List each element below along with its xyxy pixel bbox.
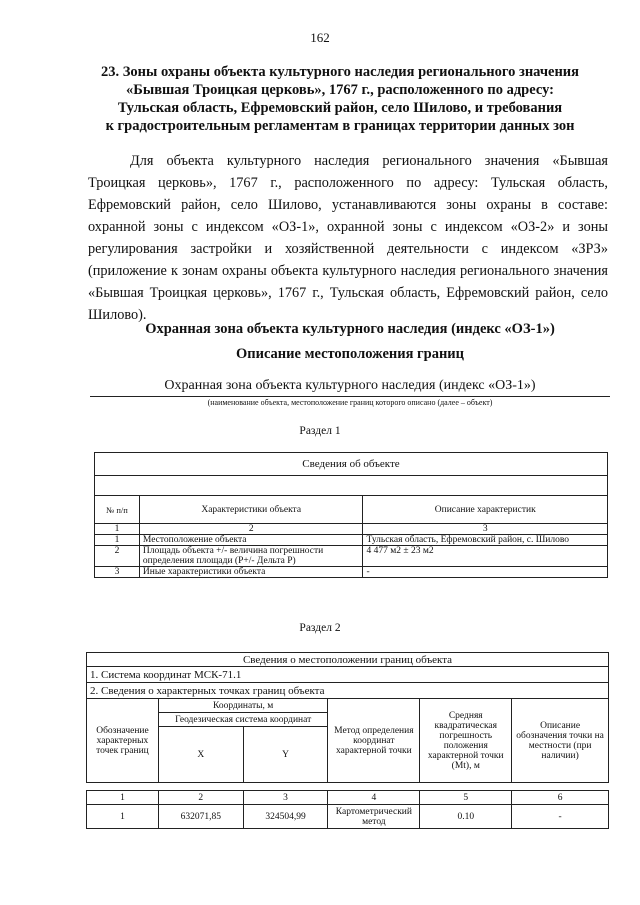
intro-paragraph: Для объекта культурного наследия регионального значения «Бывшая Троицкая церковь», 1767 г., расположенного по адресу: Тульская область, Ефремовский район, село Шилово, устанавливаются зоны охраны в составе: охранной зоны с индексом «ОЗ-1», охранной зоны с индексом «ОЗ-2» и зоны регулирования застройки и хозяйственной деятельности с индексом «ЗРЗ» (приложение к зонам охраны объекта культурного наследия регионального значения «Бывшая Троицкая церковь», 1767 г., Тульская область, Ефремовский район, село Шилово).: [88, 153, 608, 323]
number-cell: 6: [512, 791, 609, 805]
object-info-table: [94, 452, 608, 578]
cell: Площадь объекта +/- величина погрешности определения площади (Р+/- Дельта Р): [139, 546, 363, 567]
title-line: к градостроительным регламентам в границах территории данных зон: [105, 118, 575, 134]
title-line: 23. Зоны охраны объекта культурного наследия регионального значения: [100, 64, 580, 80]
number-cell: 4: [328, 791, 420, 805]
table-row: [87, 805, 609, 829]
zone-heading: Охранная зона объекта культурного наследия (индекс «ОЗ-1»): [145, 321, 555, 337]
document-title: [70, 63, 610, 135]
number-cell: 1: [87, 791, 159, 805]
number-cell: 2: [139, 524, 363, 535]
number-cell: 3: [363, 524, 608, 535]
cell: 4 477 м2 ± 23 м2: [363, 546, 608, 567]
cell: 2: [95, 546, 140, 567]
table-title: Сведения о местоположении границ объекта: [87, 653, 609, 667]
cell: Картометрический метод: [328, 805, 420, 829]
cell: 1: [95, 535, 140, 546]
cell: 324504,99: [243, 805, 328, 829]
cell: Тульская область, Ефремовский район, с. Шилово: [363, 535, 608, 546]
header-description: Описание обозначения точки на местности (при наличии): [512, 699, 609, 783]
header-msd: Средняя квадратическая погрешность положения характерной точки (Mt), м: [420, 699, 512, 783]
zone-name: Охранная зона объекта культурного наследия (индекс «ОЗ-1»): [164, 378, 536, 393]
cell: 0.10: [420, 805, 512, 829]
points-title: 2. Сведения о характерных точках границ объекта: [87, 683, 609, 699]
header-y: Y: [243, 727, 328, 783]
number-cell: 5: [420, 791, 512, 805]
header-designation: Обозначение характерных точек границ: [87, 699, 159, 783]
header-cell: № п/п: [95, 496, 140, 524]
description-heading: Описание местоположения границ: [235, 346, 465, 362]
header-cell: Характеристики объекта: [139, 496, 363, 524]
number-cell: 1: [95, 524, 140, 535]
page-number: 162: [310, 30, 330, 45]
number-cell: 3: [243, 791, 328, 805]
cell: Местоположение объекта: [139, 535, 363, 546]
spacer-row: [87, 783, 609, 791]
section1-label: Раздел 1: [299, 425, 341, 437]
zone-caption: (наименование объекта, местоположение границ которого описано (далее – объект): [207, 398, 493, 407]
table-row: [95, 567, 608, 578]
cell: -: [363, 567, 608, 578]
header-geodetic: Геодезическая система координат: [158, 713, 328, 727]
cell: 632071,85: [158, 805, 243, 829]
cell: Иные характеристики объекта: [139, 567, 363, 578]
title-line: «Бывшая Троицкая церковь», 1767 г., расположенного по адресу:: [126, 82, 554, 98]
section2-label: Раздел 2: [299, 622, 341, 634]
cell: -: [512, 805, 609, 829]
coord-system: 1. Система координат МСК-71.1: [87, 667, 609, 683]
table-row: [95, 535, 608, 546]
boundary-points-table: [86, 652, 609, 829]
table-title: Сведения об объекте: [95, 453, 608, 476]
cell: 1: [87, 805, 159, 829]
zone-underline: [90, 396, 610, 397]
header-cell: Описание характеристик: [363, 496, 608, 524]
table-row: [95, 546, 608, 567]
empty-row: [95, 476, 608, 496]
title-line: Тульская область, Ефремовский район, село Шилово, и требования: [117, 100, 563, 116]
header-method: Метод определения координат характерной точки: [328, 699, 420, 783]
header-coordinates: Координаты, м: [158, 699, 328, 713]
cell: 3: [95, 567, 140, 578]
number-cell: 2: [158, 791, 243, 805]
header-x: X: [158, 727, 243, 783]
